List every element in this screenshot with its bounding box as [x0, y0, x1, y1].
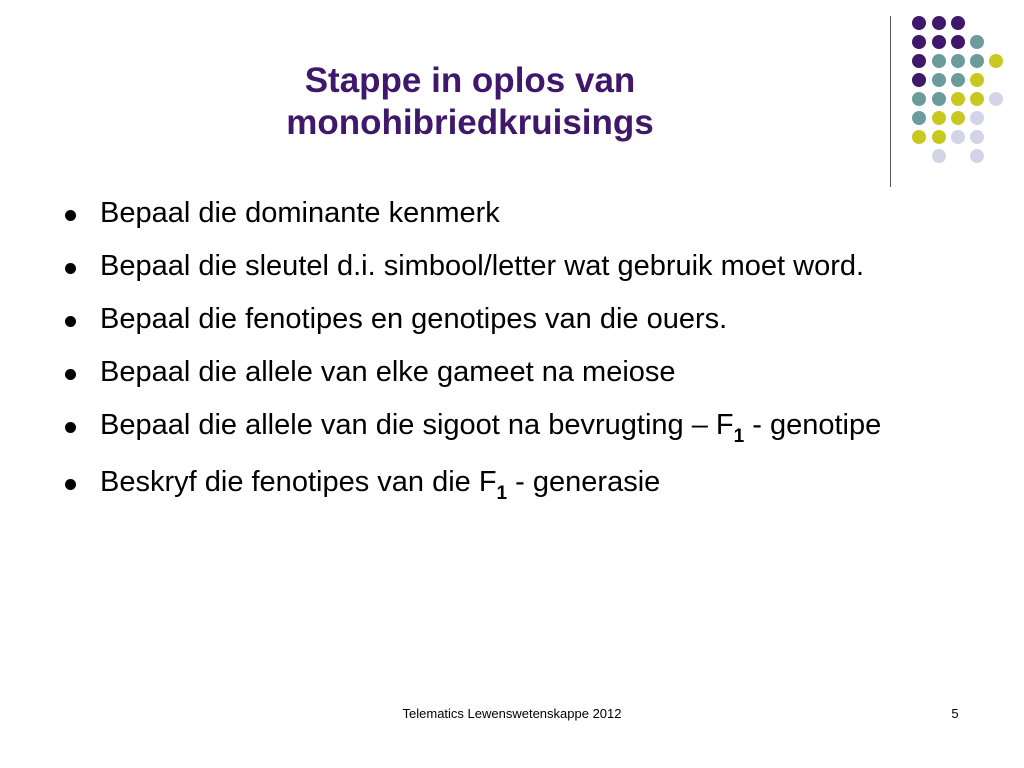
decorative-dot — [932, 130, 946, 144]
decorative-dot — [912, 35, 926, 49]
decorative-dot — [932, 111, 946, 125]
decorative-dot — [951, 92, 965, 106]
decorative-dot — [912, 92, 926, 106]
decorative-dot — [989, 54, 1003, 68]
bullet-item — [62, 302, 962, 336]
decorative-dot — [989, 92, 1003, 106]
decorative-dot — [932, 16, 946, 30]
decorative-dot — [970, 149, 984, 163]
bullet-text: Bepaal die allele van elke gameet na meiose — [100, 356, 676, 388]
decorative-dot — [970, 111, 984, 125]
decorative-dot — [932, 54, 946, 68]
decorative-dot — [932, 35, 946, 49]
bullet-text: Bepaal die dominante kenmerk — [100, 197, 500, 229]
decorative-dot — [932, 73, 946, 87]
decorative-dot — [951, 111, 965, 125]
vertical-divider — [890, 16, 891, 187]
decorative-dot — [932, 92, 946, 106]
decorative-dot — [970, 35, 984, 49]
decorative-dot — [951, 16, 965, 30]
bullet-text: Bepaal die allele van die sigoot na bevrugting – F — [100, 409, 734, 441]
bullet-text-after: - generasie — [507, 466, 661, 498]
page-number: 5 — [951, 706, 959, 721]
bullet-item — [62, 196, 962, 230]
decorative-dot — [970, 54, 984, 68]
decorative-dot — [912, 54, 926, 68]
decorative-dot — [951, 54, 965, 68]
bullet-text: Bepaal die fenotipes en genotipes van die ouers. — [100, 303, 728, 335]
decorative-dot — [912, 130, 926, 144]
bullet-item — [62, 355, 962, 389]
decorative-dot — [932, 149, 946, 163]
subscript-1: 1 — [733, 426, 745, 447]
bullet-item — [62, 249, 962, 283]
decorative-dot — [951, 73, 965, 87]
decorative-dot — [912, 16, 926, 30]
slide-title-line-1: Stappe in oplos van — [304, 61, 636, 100]
slide-title — [200, 60, 740, 144]
decorative-dot — [970, 92, 984, 106]
subscript-1: 1 — [496, 483, 508, 504]
decorative-dot — [912, 111, 926, 125]
bullet-text: Bepaal die sleutel d.i. simbool/letter wat gebruik moet word. — [100, 250, 865, 282]
bullet-item — [62, 408, 962, 446]
slide-title-line-2: monohibriedkruisings — [286, 103, 654, 142]
decorative-dot — [951, 130, 965, 144]
decorative-dot — [970, 73, 984, 87]
bullet-item — [62, 465, 962, 503]
bullet-text-after: - genotipe — [744, 409, 882, 441]
decorative-dot — [912, 73, 926, 87]
footer-text: Telematics Lewenswetenskappe 2012 — [402, 706, 622, 721]
decorative-dot — [970, 130, 984, 144]
bullet-text: Beskryf die fenotipes van die F — [100, 466, 497, 498]
decorative-dot — [951, 35, 965, 49]
bullet-list — [62, 196, 962, 522]
